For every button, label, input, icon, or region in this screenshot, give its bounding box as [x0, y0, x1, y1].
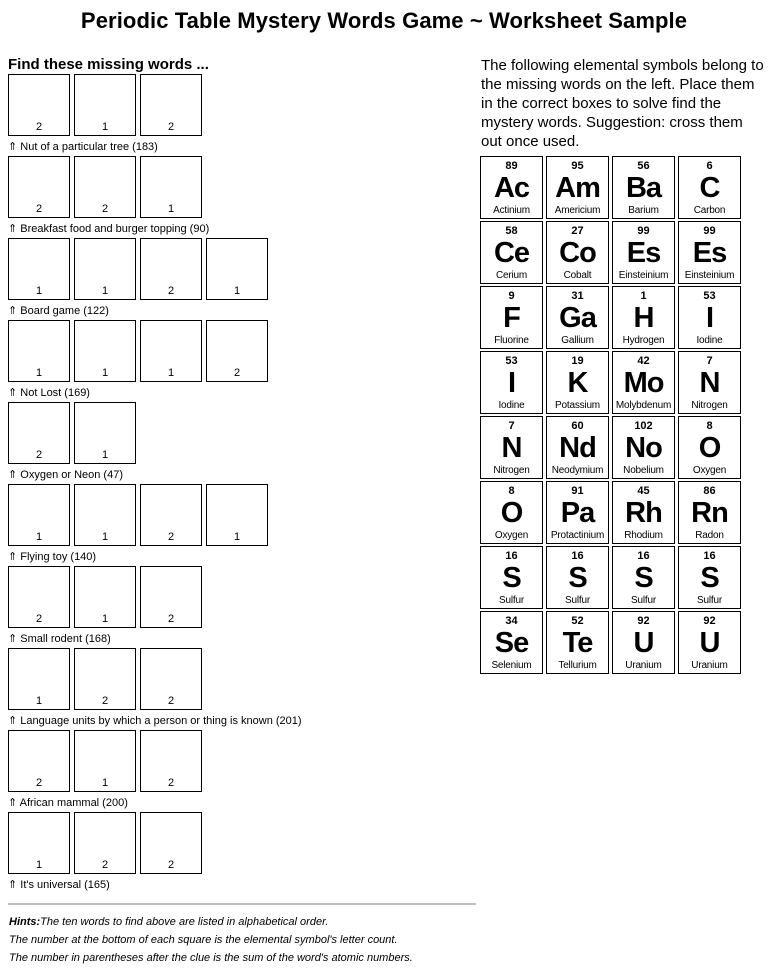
element-symbol: Ga: [559, 302, 596, 334]
element-name: Cobalt: [563, 270, 592, 281]
answer-box[interactable]: [8, 402, 70, 464]
element-tile[interactable]: [678, 481, 741, 544]
letter-count: 2: [167, 285, 175, 297]
element-name: Actinium: [493, 205, 530, 216]
answer-box[interactable]: [8, 238, 70, 300]
element-symbol: S: [700, 562, 719, 594]
puzzle-word: [8, 156, 478, 238]
element-name: Oxygen: [692, 465, 727, 476]
clue-text: ⇑ Nut of a particular tree (183): [8, 141, 158, 153]
element-tile[interactable]: [480, 611, 543, 674]
element-tile[interactable]: [612, 611, 675, 674]
letter-count: 1: [35, 531, 43, 543]
letter-count: 1: [35, 695, 43, 707]
element-name: Selenium: [491, 660, 532, 671]
clue-text: ⇑ Board game (122): [8, 305, 109, 317]
letter-count: 1: [101, 613, 109, 625]
atomic-number: 9: [508, 290, 515, 302]
letter-count: 1: [101, 121, 109, 133]
element-symbol: O: [698, 432, 721, 464]
atomic-number: 56: [637, 160, 650, 172]
element-tile[interactable]: [546, 481, 609, 544]
answer-box[interactable]: [74, 648, 136, 710]
element-name: Nitrogen: [493, 465, 530, 476]
answer-box[interactable]: [74, 156, 136, 218]
answer-boxes: [8, 238, 478, 300]
clue-text: ⇑ Flying toy (140): [8, 551, 97, 563]
element-name: Molybdenum: [615, 400, 672, 411]
atomic-number: 6: [706, 160, 713, 172]
element-name: Hydrogen: [622, 335, 665, 346]
atomic-number: 99: [703, 225, 716, 237]
element-symbol: I: [705, 302, 714, 334]
atomic-number: 58: [505, 225, 518, 237]
letter-count: 2: [101, 859, 109, 871]
answer-box[interactable]: [206, 320, 268, 382]
answer-box[interactable]: [74, 320, 136, 382]
atomic-number: 16: [505, 550, 518, 562]
answer-box[interactable]: [8, 74, 70, 136]
element-tile[interactable]: [546, 286, 609, 349]
element-tile[interactable]: [612, 156, 675, 219]
puzzle-word: [8, 320, 478, 402]
find-words-heading: Find these missing words ...: [8, 56, 209, 73]
atomic-number: 16: [637, 550, 650, 562]
element-tile[interactable]: [480, 221, 543, 284]
atomic-number: 92: [703, 615, 716, 627]
element-tile[interactable]: [480, 416, 543, 479]
atomic-number: 16: [571, 550, 584, 562]
element-symbol: F: [503, 302, 520, 334]
puzzle-word: [8, 730, 478, 812]
atomic-number: 95: [571, 160, 584, 172]
element-symbol: N: [699, 367, 720, 399]
atomic-number: 102: [634, 420, 653, 432]
letter-count: 2: [101, 203, 109, 215]
element-symbol: Rh: [625, 497, 662, 529]
clue-text: ⇑ It's universal (165): [8, 879, 110, 891]
element-tile[interactable]: [480, 286, 543, 349]
atomic-number: 7: [508, 420, 515, 432]
letter-count: 2: [167, 695, 175, 707]
hints-section: [9, 913, 413, 967]
answer-box[interactable]: [140, 484, 202, 546]
answer-box[interactable]: [206, 238, 268, 300]
clue-text: ⇑ African mammal (200): [8, 797, 128, 809]
answer-box[interactable]: [206, 484, 268, 546]
atomic-number: 31: [571, 290, 584, 302]
element-symbol: Ba: [625, 172, 662, 204]
letter-count: 1: [101, 531, 109, 543]
answer-boxes: [8, 156, 478, 218]
letter-count: 1: [233, 285, 241, 297]
answer-boxes: [8, 566, 478, 628]
element-tile[interactable]: [546, 416, 609, 479]
answer-box[interactable]: [140, 156, 202, 218]
answer-boxes: [8, 648, 478, 710]
element-tile-grid: [480, 156, 744, 674]
letter-count: 1: [101, 367, 109, 379]
element-symbol: Te: [562, 627, 593, 659]
element-symbol: Nd: [559, 432, 596, 464]
atomic-number: 53: [505, 355, 518, 367]
element-name: Oxygen: [494, 530, 529, 541]
element-symbol: U: [699, 627, 720, 659]
element-name: Einsteinium: [618, 270, 669, 281]
element-name: Cerium: [495, 270, 528, 281]
element-symbol: Mo: [623, 367, 664, 399]
answer-box[interactable]: [8, 156, 70, 218]
element-symbol: I: [507, 367, 516, 399]
hint-line-2: The number at the bottom of each square is the elemental symbol's letter count.: [9, 934, 398, 946]
answer-box[interactable]: [74, 484, 136, 546]
atomic-number: 99: [637, 225, 650, 237]
letter-count: 2: [167, 859, 175, 871]
element-symbol: S: [568, 562, 587, 594]
element-tile[interactable]: [480, 351, 543, 414]
puzzle-word: [8, 74, 478, 156]
element-name: Protactinium: [550, 530, 605, 541]
element-symbol: O: [500, 497, 523, 529]
answer-box[interactable]: [8, 648, 70, 710]
element-tile[interactable]: [678, 546, 741, 609]
letter-count: 2: [167, 531, 175, 543]
element-name: Potassium: [555, 400, 600, 411]
element-name: Einsteinium: [684, 270, 735, 281]
answer-boxes: [8, 484, 478, 546]
letter-count: 1: [233, 531, 241, 543]
element-symbol: Es: [626, 237, 661, 269]
element-tile[interactable]: [480, 481, 543, 544]
element-tile[interactable]: [678, 221, 741, 284]
element-tile[interactable]: [678, 351, 741, 414]
element-name: Sulfur: [499, 595, 524, 606]
element-name: Sulfur: [697, 595, 722, 606]
atomic-number: 52: [571, 615, 584, 627]
answer-boxes: [8, 320, 478, 382]
clue-text: ⇑ Language units by which a person or thing is known (201): [8, 715, 302, 727]
letter-count: 2: [233, 367, 241, 379]
element-name: Iodine: [696, 335, 723, 346]
answer-box[interactable]: [74, 74, 136, 136]
answer-box[interactable]: [140, 730, 202, 792]
letter-count: 1: [167, 367, 175, 379]
letter-count: 1: [167, 203, 175, 215]
hint-line-1: The ten words to find above are listed in alphabetical order.: [40, 916, 329, 928]
letter-count: 2: [35, 613, 43, 625]
element-name: Fluorine: [494, 335, 529, 346]
answer-box[interactable]: [74, 812, 136, 874]
element-name: Gallium: [561, 335, 594, 346]
element-name: Neodymium: [551, 465, 604, 476]
element-tile[interactable]: [546, 611, 609, 674]
atomic-number: 27: [571, 225, 584, 237]
element-name: Nobelium: [623, 465, 664, 476]
element-tile[interactable]: [612, 286, 675, 349]
atomic-number: 8: [508, 485, 515, 497]
element-symbol: S: [502, 562, 521, 594]
element-tile[interactable]: [612, 351, 675, 414]
letter-count: 2: [35, 203, 43, 215]
puzzle-word: [8, 812, 478, 894]
element-symbol: C: [699, 172, 720, 204]
letter-count: 1: [35, 367, 43, 379]
atomic-number: 1: [640, 290, 647, 302]
element-symbol: K: [567, 367, 588, 399]
element-tile[interactable]: [612, 481, 675, 544]
element-tile[interactable]: [678, 416, 741, 479]
element-tile[interactable]: [612, 546, 675, 609]
page-title: Periodic Table Mystery Words Game ~ Worksheet Sample: [80, 8, 688, 33]
clue-text: ⇑ Oxygen or Neon (47): [8, 469, 123, 481]
element-tile[interactable]: [678, 156, 741, 219]
element-name: Rhodium: [624, 530, 663, 541]
element-name: Carbon: [693, 205, 726, 216]
answer-box[interactable]: [74, 566, 136, 628]
element-tile[interactable]: [678, 611, 741, 674]
clue-text: ⇑ Breakfast food and burger topping (90): [8, 223, 210, 235]
atomic-number: 34: [505, 615, 518, 627]
element-tile[interactable]: [612, 221, 675, 284]
element-symbol: Pa: [560, 497, 595, 529]
answer-box[interactable]: [8, 730, 70, 792]
answer-box[interactable]: [8, 320, 70, 382]
letter-count: 2: [167, 121, 175, 133]
letter-count: 1: [101, 285, 109, 297]
element-tile[interactable]: [546, 351, 609, 414]
hints-label: Hints:: [9, 916, 41, 928]
letter-count: 1: [101, 777, 109, 789]
hints-divider: [8, 903, 476, 905]
element-name: Sulfur: [565, 595, 590, 606]
letter-count: 1: [35, 859, 43, 871]
element-symbol: U: [633, 627, 654, 659]
element-name: Uranium: [625, 660, 662, 671]
hint-line-3: The number in parentheses after the clue is the sum of the word's atomic numbers.: [9, 952, 413, 964]
element-tile[interactable]: [546, 156, 609, 219]
instructions-text: The following elemental symbols belong to the missing words on the left. Place them in the correct boxes to solve find the mystery words. Suggestion: cross them out once used.: [481, 57, 764, 150]
answer-boxes: [8, 74, 478, 136]
answer-box[interactable]: [140, 812, 202, 874]
element-name: Barium: [628, 205, 659, 216]
element-tile[interactable]: [546, 546, 609, 609]
element-name: Iodine: [498, 400, 525, 411]
answer-box[interactable]: [74, 730, 136, 792]
letter-count: 1: [35, 285, 43, 297]
letter-count: 2: [35, 777, 43, 789]
atomic-number: 16: [703, 550, 716, 562]
answer-box[interactable]: [140, 566, 202, 628]
answer-box[interactable]: [8, 566, 70, 628]
element-name: Radon: [695, 530, 724, 541]
element-name: Nitrogen: [691, 400, 728, 411]
atomic-number: 7: [706, 355, 713, 367]
letter-count: 2: [35, 449, 43, 461]
atomic-number: 89: [505, 160, 518, 172]
answer-box[interactable]: [140, 74, 202, 136]
answer-box[interactable]: [140, 238, 202, 300]
answer-boxes: [8, 402, 478, 464]
puzzle-column: [8, 56, 478, 894]
clue-text: ⇑ Not Lost (169): [8, 387, 90, 399]
letter-count: 1: [101, 449, 109, 461]
atomic-number: 42: [637, 355, 650, 367]
atomic-number: 92: [637, 615, 650, 627]
element-symbol: N: [501, 432, 522, 464]
element-symbol: S: [634, 562, 653, 594]
atomic-number: 91: [571, 485, 584, 497]
element-tile[interactable]: [480, 546, 543, 609]
atomic-number: 19: [571, 355, 584, 367]
letter-count: 2: [35, 121, 43, 133]
element-symbol: Es: [692, 237, 727, 269]
answer-box[interactable]: [140, 320, 202, 382]
element-symbol: Ac: [493, 172, 530, 204]
element-symbol: Co: [559, 237, 596, 269]
element-symbol: Rn: [691, 497, 728, 529]
puzzle-list: [8, 74, 478, 894]
answer-box[interactable]: [74, 402, 136, 464]
element-tile[interactable]: [678, 286, 741, 349]
atomic-number: 45: [637, 485, 650, 497]
letter-count: 2: [101, 695, 109, 707]
atomic-number: 60: [571, 420, 584, 432]
puzzle-word: [8, 238, 478, 320]
atomic-number: 53: [703, 290, 716, 302]
puzzle-word: [8, 566, 478, 648]
element-tile[interactable]: [612, 416, 675, 479]
element-symbol: No: [625, 432, 662, 464]
answer-boxes: [8, 812, 478, 874]
answer-box[interactable]: [8, 812, 70, 874]
atomic-number: 8: [706, 420, 713, 432]
atomic-number: 86: [703, 485, 716, 497]
element-tile[interactable]: [480, 156, 543, 219]
element-name: Tellurium: [558, 660, 597, 671]
puzzle-word: [8, 484, 478, 566]
element-tile[interactable]: [546, 221, 609, 284]
puzzle-word: [8, 648, 478, 730]
element-name: Americium: [554, 205, 601, 216]
element-name: Sulfur: [631, 595, 656, 606]
letter-count: 2: [167, 613, 175, 625]
answer-boxes: [8, 730, 478, 792]
clue-text: ⇑ Small rodent (168): [8, 633, 111, 645]
letter-count: 2: [167, 777, 175, 789]
element-name: Uranium: [691, 660, 728, 671]
element-symbol: Am: [555, 172, 600, 204]
element-symbol: Ce: [493, 237, 530, 269]
answer-box[interactable]: [8, 484, 70, 546]
puzzle-word: [8, 402, 478, 484]
element-symbol: Se: [494, 627, 529, 659]
element-symbol: H: [633, 302, 654, 334]
answer-box[interactable]: [140, 648, 202, 710]
answer-box[interactable]: [74, 238, 136, 300]
